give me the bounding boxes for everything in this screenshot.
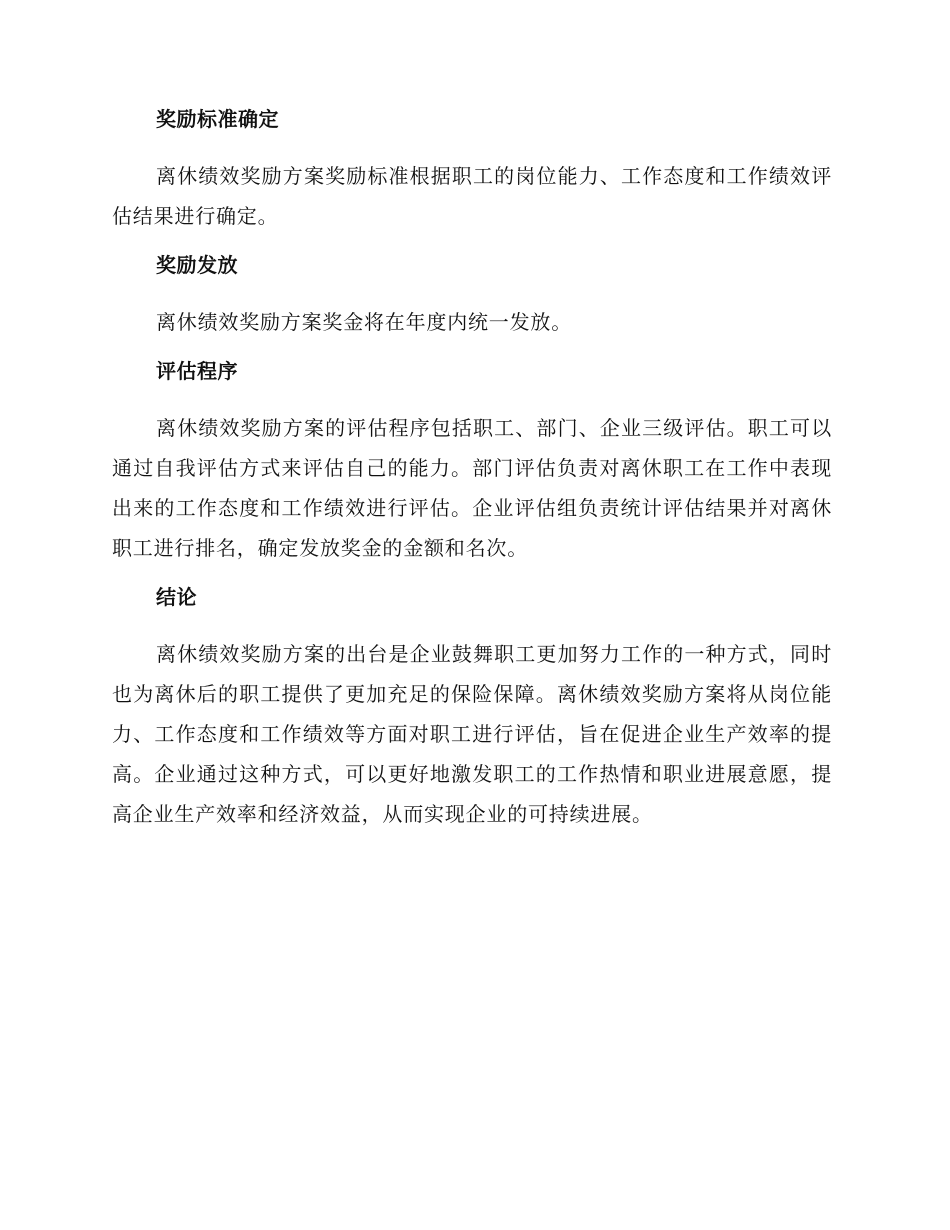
section-heading: 奖励发放 <box>156 253 238 277</box>
section-heading: 评估程序 <box>156 359 238 383</box>
section-paragraph: 离休绩效奖励方案奖金将在年度内统一发放。 <box>156 310 572 334</box>
section-reward-standard <box>112 104 832 236</box>
section-heading: 结论 <box>156 585 197 609</box>
section-paragraph: 离休绩效奖励方案的评估程序包括职工、部门、企业三级评估。职工可以通过自我评估方式来评估自己的能力。部门评估负责对离休职工在工作中表现出来的工作态度和工作绩效进行评估。企业评估组负责统计评估结果并对离休职工进行排名，确定发放奖金的金额和名次。 <box>112 416 832 560</box>
document-page <box>112 104 832 834</box>
section-paragraph: 离休绩效奖励方案奖励标准根据职工的岗位能力、工作态度和工作绩效评估结果进行确定。 <box>112 164 832 228</box>
section-conclusion <box>112 582 832 834</box>
section-evaluation-procedure <box>112 356 832 568</box>
section-paragraph: 离休绩效奖励方案的出台是企业鼓舞职工更加努力工作的一种方式，同时也为离休后的职工提供了更加充足的保险保障。离休绩效奖励方案将从岗位能力、工作态度和工作绩效等方面对职工进行评估，旨在促进企业生产效率的提高。企业通过这种方式，可以更好地激发职工的工作热情和职业进展意愿，提高企业生产效率和经济效益，从而实现企业的可持续进展。 <box>112 642 832 826</box>
section-heading: 奖励标准确定 <box>156 107 279 131</box>
section-reward-distribution <box>112 250 832 342</box>
